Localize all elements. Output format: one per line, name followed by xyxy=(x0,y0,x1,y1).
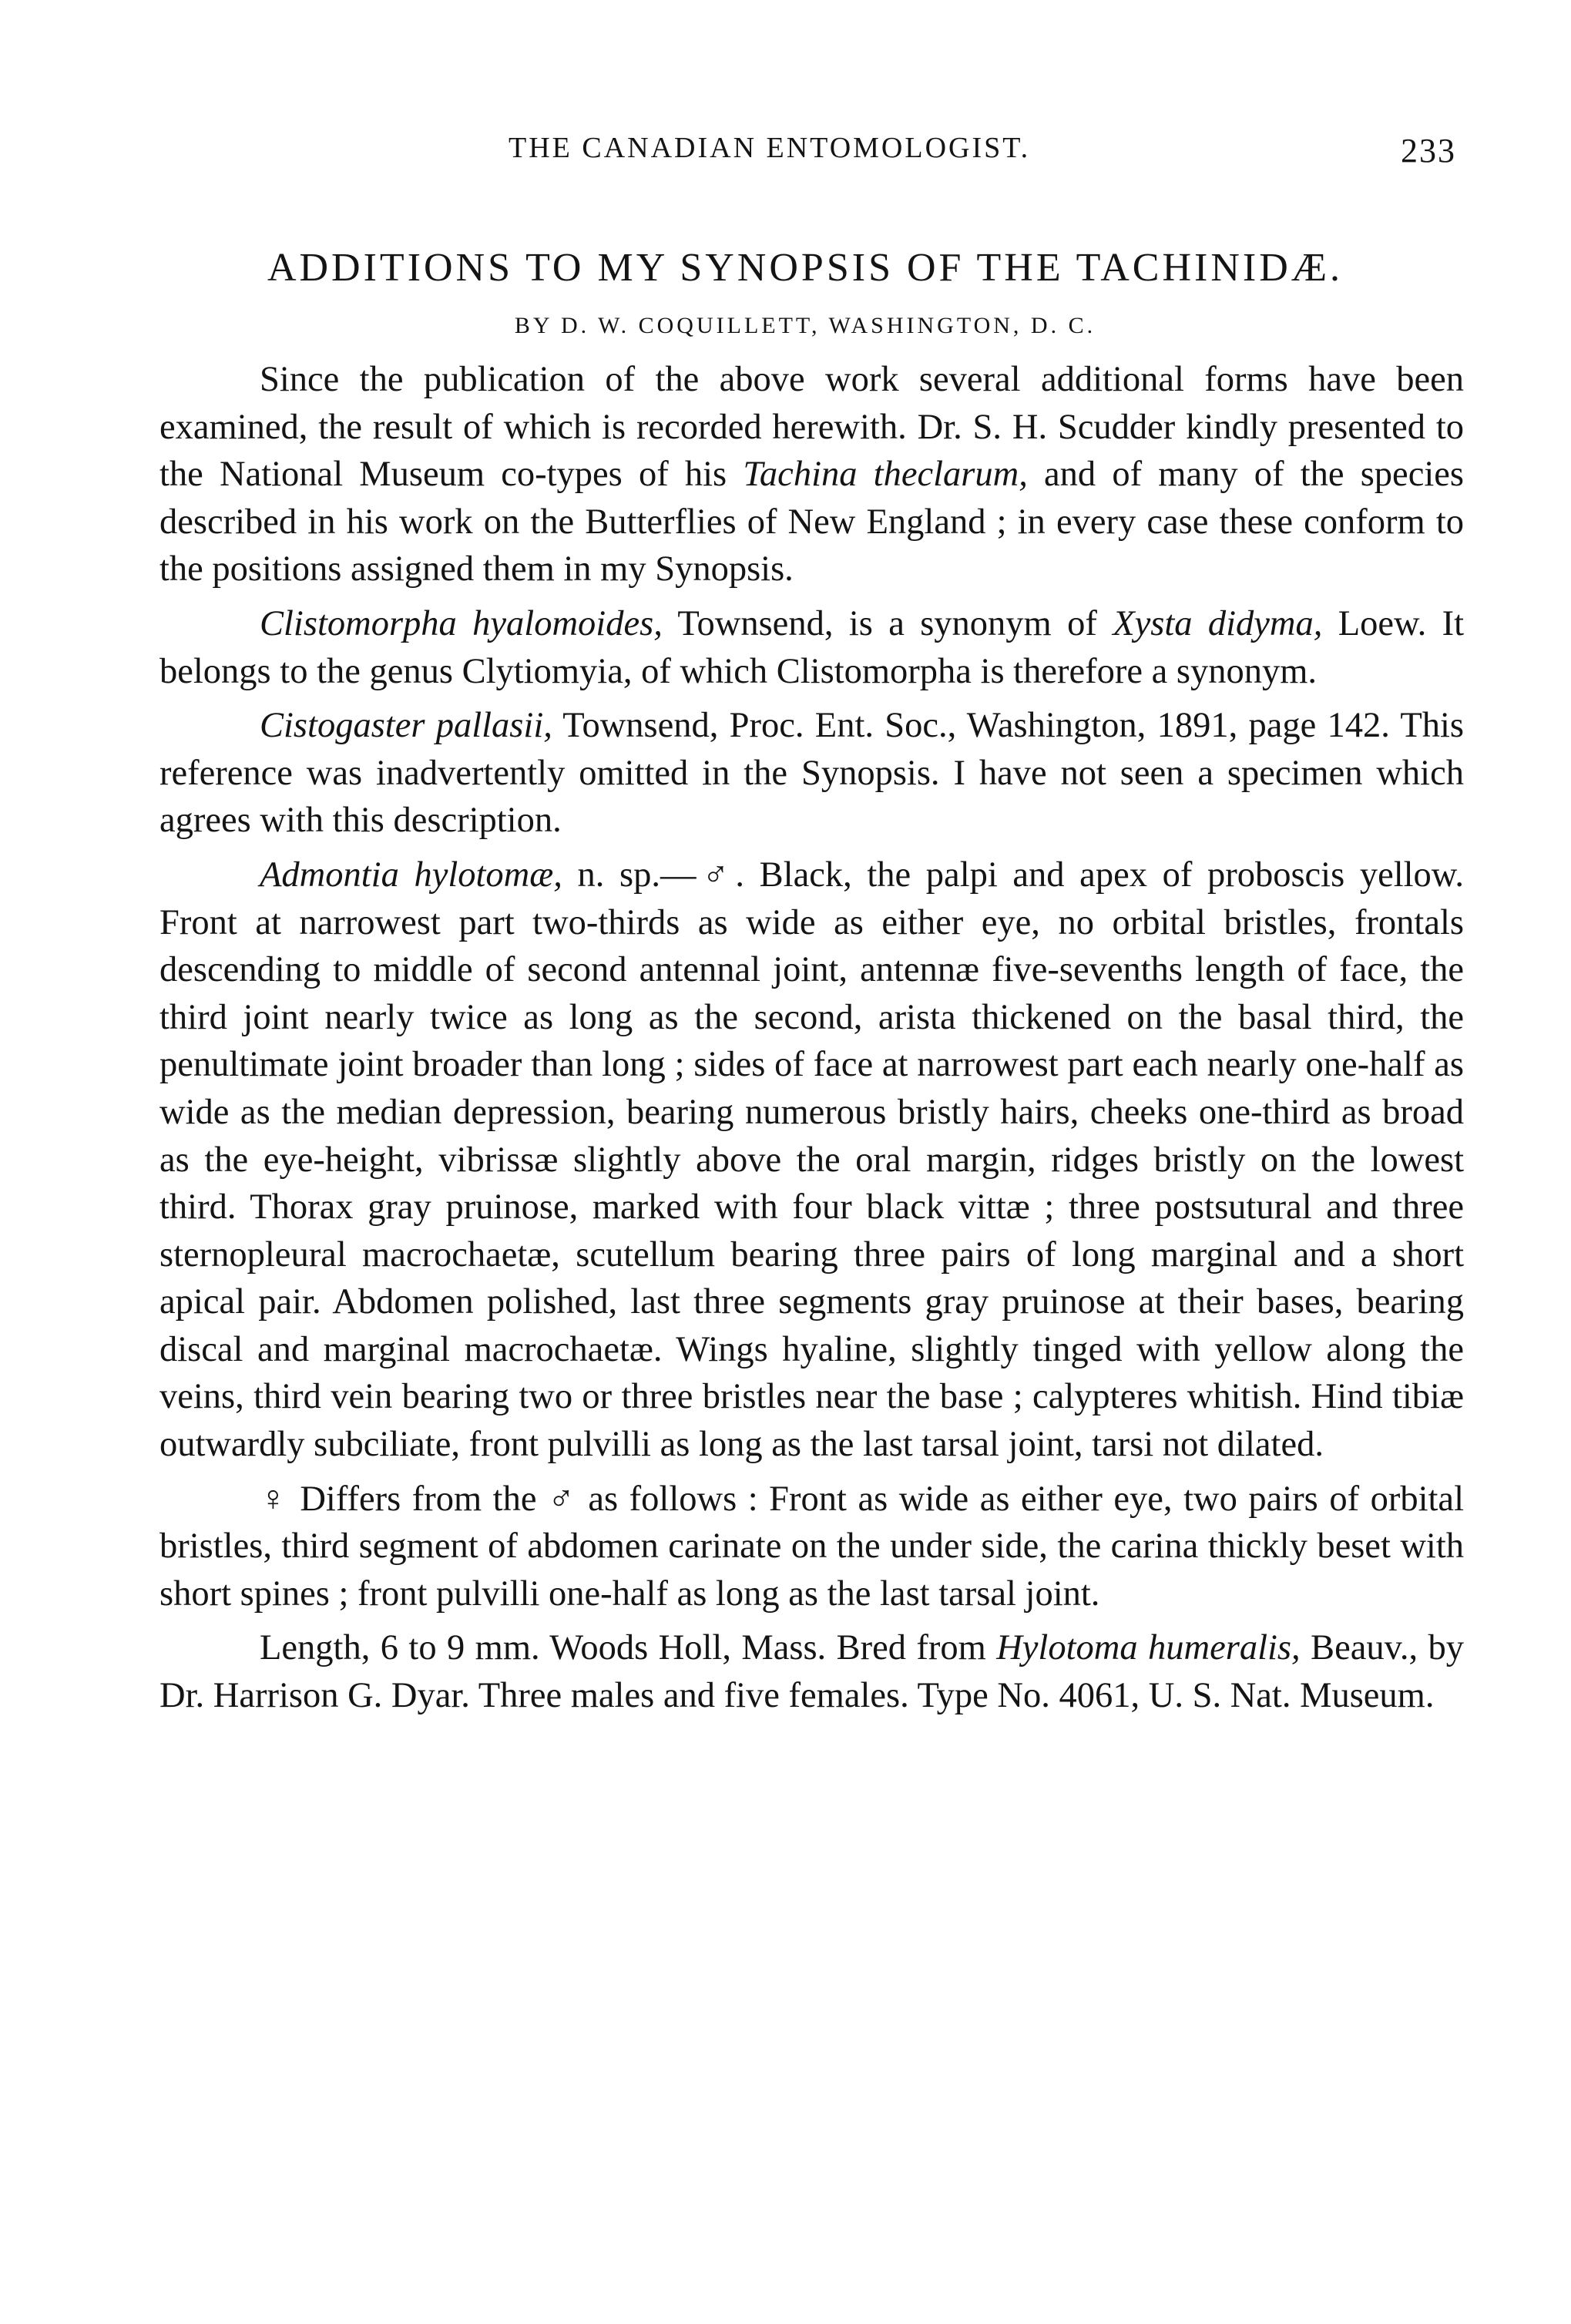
paragraph-text: and of many of the species described in his work on the Butterflies of New England ; in every case these conform to the positions assigned them in my Synopsis. xyxy=(159,455,1464,589)
page-number: 233 xyxy=(1401,132,1456,170)
species-name: Xysta didyma, xyxy=(1113,603,1323,643)
paragraph-clistomorpha xyxy=(159,600,1464,695)
paragraph-intro xyxy=(159,356,1464,593)
paragraph-cistogaster xyxy=(159,702,1464,845)
paragraph-text: Since the publication of the above work several additional forms have been examined, the result of which is recorded herewith. Dr. S. H. Scudder kindly presented to the National Museum co-types of his xyxy=(159,360,1464,495)
paragraph-text: n. sp.—♂. Black, the palpi and apex of proboscis yellow. Front at narrowest part two-thirds as wide as either eye, no orbital bristles, frontals descending to middle of second antennal joint, antennæ five-sevenths length of face, the third joint nearly twice as long as the second, arista thickened on the basal third, the penultimate joint broader than long ; sides of face at narrowest part each nearly one-half as wide as the median depression, bearing numerous bristly hairs, cheeks one-third as broad as the eye-height, vibrissæ slightly above the oral margin, ridges bristly on the lowest third. Thorax gray pruinose, marked with four black vittæ ; three postsutural and three sternopleural macrochaetæ, scutellum bearing three pairs of long marginal and a short apical pair. Abdomen polished, last three segments gray pruinose at their bases, bearing discal and marginal macrochaetæ. Wings hyaline, slightly tinged with yellow along the veins, third vein bearing two or three bristles near the base ; calypteres whitish. Hind tibiæ outwardly subciliate, front pulvilli as long as the last tarsal joint, tarsi not dilated. xyxy=(159,855,1464,1465)
species-name: Hylotoma humeralis, xyxy=(996,1628,1301,1668)
running-title: THE CANADIAN ENTOMOLOGIST. xyxy=(509,132,1031,164)
article-body xyxy=(159,356,1464,1727)
paragraph-text: Townsend, Proc. Ent. Soc., Washington, 1891, page 142. This reference was inadvertently omitted in the Synopsis. I have not seen a specimen which agrees with this description. xyxy=(159,706,1464,841)
paragraph-admontia-male xyxy=(159,851,1464,1469)
species-name: Tachina theclarum, xyxy=(743,455,1028,495)
article-title: ADDITIONS TO MY SYNOPSIS OF THE TACHINIDÆ. xyxy=(267,246,1344,290)
paragraph-text: Townsend, is a synonym of xyxy=(662,603,1113,643)
species-name: Cistogaster pallasii, xyxy=(260,706,552,746)
article-byline: BY D. W. COQUILLETT, WASHINGTON, D. C. xyxy=(514,313,1096,338)
paragraph-text: ♀ Differs from the ♂ as follows : Front as wide as either eye, two pairs of orbital bristles, third segment of abdomen carinate on the under side, the carina thickly beset with short spines ; front pulvilli one-half as long as the last tarsal joint. xyxy=(159,1479,1464,1614)
species-name: Admontia hylotomæ, xyxy=(260,855,562,895)
species-name: Clistomorpha hyalomoides, xyxy=(260,603,663,643)
paragraph-type-data xyxy=(159,1624,1464,1719)
paragraph-text: Beauv., by Dr. Harrison G. Dyar. Three males and five females. Type No. 4061, U. S. Nat. Museum. xyxy=(159,1628,1465,1716)
paragraph-text: Loew. It belongs to the genus Clytiomyia, of which Clistomorpha is therefore a synonym. xyxy=(159,603,1464,691)
running-header xyxy=(509,131,1456,177)
paragraph-text: Length, 6 to 9 mm. Woods Holl, Mass. Bred from xyxy=(260,1628,997,1668)
paragraph-admontia-female xyxy=(159,1476,1464,1618)
